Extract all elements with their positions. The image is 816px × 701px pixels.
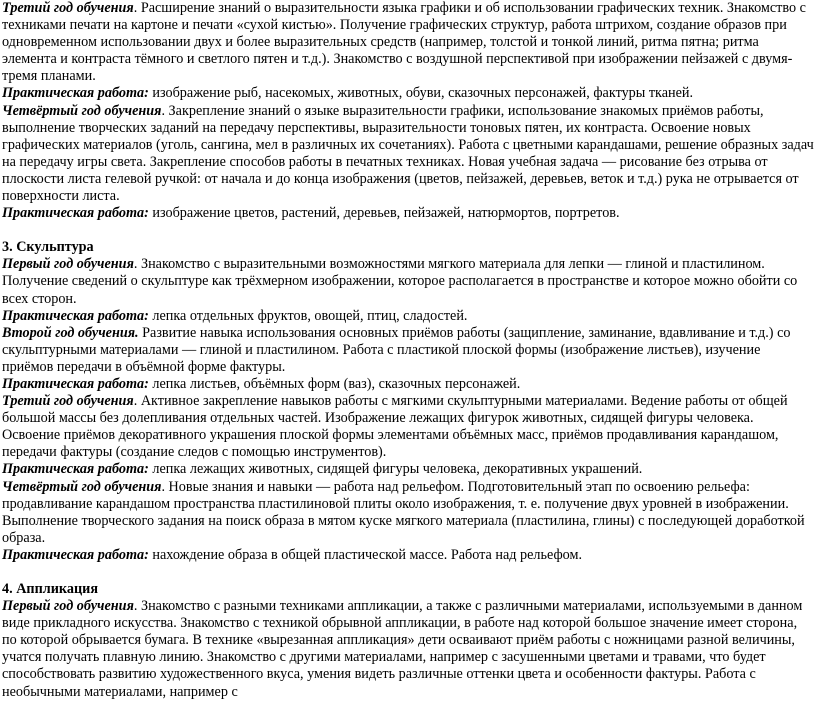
year-label: Четвёртый год обучения [2,478,162,495]
practical-work-label: Практическая работа: [2,205,149,222]
year-label: Третий год обучения [2,393,134,410]
paragraph: Третий год обучения. Расширение знаний о выразительности языка графики и об использовании графических техник. Знакомство с техниками печати на картоне и печати «сухой кистью». Получение графических структур, работа штрихом, создание образов при одновременном использовании двух и более выразительных средств (например, толстой и тонкой линий, ритма пятна; ритма элемента и контраста тёмного и светлого пятен и т.д.). Знакомство с воздушной перспективой при изображении пейзажей с двумя-тремя планами. [2,0,806,85]
section-heading: 4. Аппликация [2,581,98,597]
paragraph-text: изображение рыб, насекомых, животных, обуви, сказочных персонажей, фактуры тканей. [152,85,694,102]
paragraph-text: Активное закрепление навыков работы с мягкими скульптурными материалами. Ведение работы от общей большой массы без долепливания отдельных частей. Изображение лежащих фигурок животных, сидящей фигуры человека. Освоение приёмов декоративного украшения плоской формы элементами объёмных масс, приёмов продавливания карандашом, передачи фактуры (создание следов с помощью инструментов). [2,393,788,461]
section-graphics-tail [2,0,814,222]
paragraph: Четвёртый год обучения. Закрепление знаний о языке выразительности графики, использование знакомых приёмов работы, выполнение творческих заданий на передачу перспективы, выразительности тоновых пятен, их контраста. Освоение новых графических материалов (уголь, сангина, мел в различных их сочетаниях). Работа с цветными карандашами, решение образных задач на передачу игры света. Закрепление способов работы в печатных техниках. Новая учебная задача — рисование без отрыва от плоскости листа гелевой ручкой: от начала и до конца изображения (цветов, пейзажей, деревьев, веток и т.д.) рука не отрывается от поверхности листа. [2,102,814,205]
paragraph-text: Знакомство с разными техниками аппликации, а также с различными материалами, используемыми в данном виде прикладного искусства. Знакомство с техникой обрывной аппликации, в работе над которой большое значение имеет сторона, по которой обрывается бумага. В технике «вырезанная аппликация» дети осваивают приём работы с ножницами разной величины, учатся получать плавную линию. Знакомство с другими материалами, например с засушенными цветами и травами, что будет способствовать развитию художественного вкуса, умения видеть различные оттенки цвета и особенности фактуры. Работа с необычными материалами, например с [2,598,803,700]
paragraph-text: Развитие навыка использования основных приёмов работы (защипление, заминание, вдавливание и т.д.) со скульптурными материалами — глиной и пластилином. Работа с пластикой плоской формы (изображение листьев), изучение приёмов передачи в объёмной форме фактуры. [2,324,791,375]
paragraph-text: Расширение знаний о выразительности языка графики и об использовании графических техник. Знакомство с техниками печати на картоне и печати «сухой кистью». Получение графических структур, работа штрихом, создание образов при одновременном использовании двух и более выразительных средств (например, толстой и тонкой линий, ритма пятна; ритма элемента и контраста тёмного и светлого пятен и т.д.). Знакомство с воздушной перспективой при изображении пейзажей с двумя-тремя планами. [2,0,806,85]
year-label: Четвёртый год обучения [2,102,162,119]
section-sculpture [2,239,814,564]
paragraph [2,205,814,222]
paragraph-text: Знакомство с выразительными возможностями мягкого материала для лепки — глиной и пластилином. Получение сведений о скульптуре как трёхмерном изображении, которое располагается в пространстве и которое можно обойти со всех сторон. [2,256,798,307]
year-label: Первый год обучения [2,598,134,615]
paragraph: Третий год обучения. Активное закрепление навыков работы с мягкими скульптурными материалами. Ведение работы от общей большой массы без долепливания отдельных частей. Изображение лежащих фигурок животных, сидящей фигуры человека. Освоение приёмов декоративного украшения плоской формы элементами объёмных масс, приёмов продавливания карандашом, передачи фактуры (создание следов с помощью инструментов). [2,393,788,461]
paragraph: Первый год обучения. Знакомство с разными техниками аппликации, а также с различными материалами, используемыми в данном виде прикладного искусства. Знакомство с техникой обрывной аппликации, в работе над которой большое значение имеет сторона, по которой обрывается бумага. В технике «вырезанная аппликация» дети осваивают приём работы с ножницами разной величины, учатся получать плавную линию. Знакомство с другими материалами, например с засушенными цветами и травами, что будет способствовать развитию художественного вкуса, умения видеть различные оттенки цвета и особенности фактуры. Работа с необычными материалами, например с [2,598,803,700]
paragraph-text: нахождение образа в общей пластической массе. Работа над рельефом. [152,546,582,563]
paragraph: Первый год обучения. Знакомство с выразительными возможностями мягкого материала для лепки — глиной и пластилином. Получение сведений о скульптуре как трёхмерном изображении, которое располагается в пространстве и которое можно обойти со всех сторон. [2,256,798,307]
year-label: Второй год обучения. [2,324,139,341]
paragraph-text: лепка лежащих животных, сидящей фигуры человека, декоративных украшений. [152,461,643,478]
paragraph-text: изображение цветов, растений, деревьев, пейзажей, натюрмортов, портретов. [152,205,620,222]
paragraph-text: Новые знания и навыки — работа над рельефом. Подготовительный этап по освоению рельефа: продавливание карандашом пространства пластилиновой плиты около изображения, т. е. получение двух уровней в изображении. Выполнение творческого задания на поиск образа в мятом куске мягкого материала (пластилина, глины) с последующей доработкой образа. [2,478,805,546]
paragraph [2,547,814,564]
paragraph [2,461,814,478]
spacer [2,222,814,239]
paragraph-text: лепка листьев, объёмных форм (ваз), сказочных персонажей. [152,375,521,392]
practical-work-label: Практическая работа: [2,307,149,324]
paragraph [2,325,814,376]
practical-work-label: Практическая работа: [2,85,149,102]
practical-work-label: Практическая работа: [2,546,149,563]
year-label: Третий год обучения [2,0,134,16]
paragraph [2,376,814,393]
practical-work-label: Практическая работа: [2,461,149,478]
spacer [2,564,814,581]
practical-work-label: Практическая работа: [2,375,149,392]
section-applique [2,581,814,701]
paragraph-text: лепка отдельных фруктов, овощей, птиц, сладостей. [152,307,468,324]
paragraph [2,85,814,102]
year-label: Первый год обучения [2,256,134,273]
section-heading: 3. Скульптура [2,239,94,256]
paragraph-text: Закрепление знаний о языке выразительности графики, использование знакомых приёмов работы, выполнение творческих заданий на передачу перспективы, выразительности тоновых пятен, их контраста. Освоение новых графических материалов (уголь, сангина, мел в различных их сочетаниях). Работа с цветными карандашами, решение образных задач на передачу игры света. Закрепление способов работы в печатных техниках. Новая учебная задача — рисование без отрыва от плоскости листа гелевой ручкой: от начала и до конца изображения (цветов, пейзажей, деревьев, веток и т.д.) рука не отрывается от поверхности листа. [2,102,814,205]
paragraph: Четвёртый год обучения. Новые знания и навыки — работа над рельефом. Подготовительный этап по освоению рельефа: продавливание карандашом пространства пластилиновой плиты около изображения, т. е. получение двух уровней в изображении. Выполнение творческого задания на поиск образа в мятом куске мягкого материала (пластилина, глины) с последующей доработкой образа. [2,478,805,546]
paragraph [2,308,814,325]
